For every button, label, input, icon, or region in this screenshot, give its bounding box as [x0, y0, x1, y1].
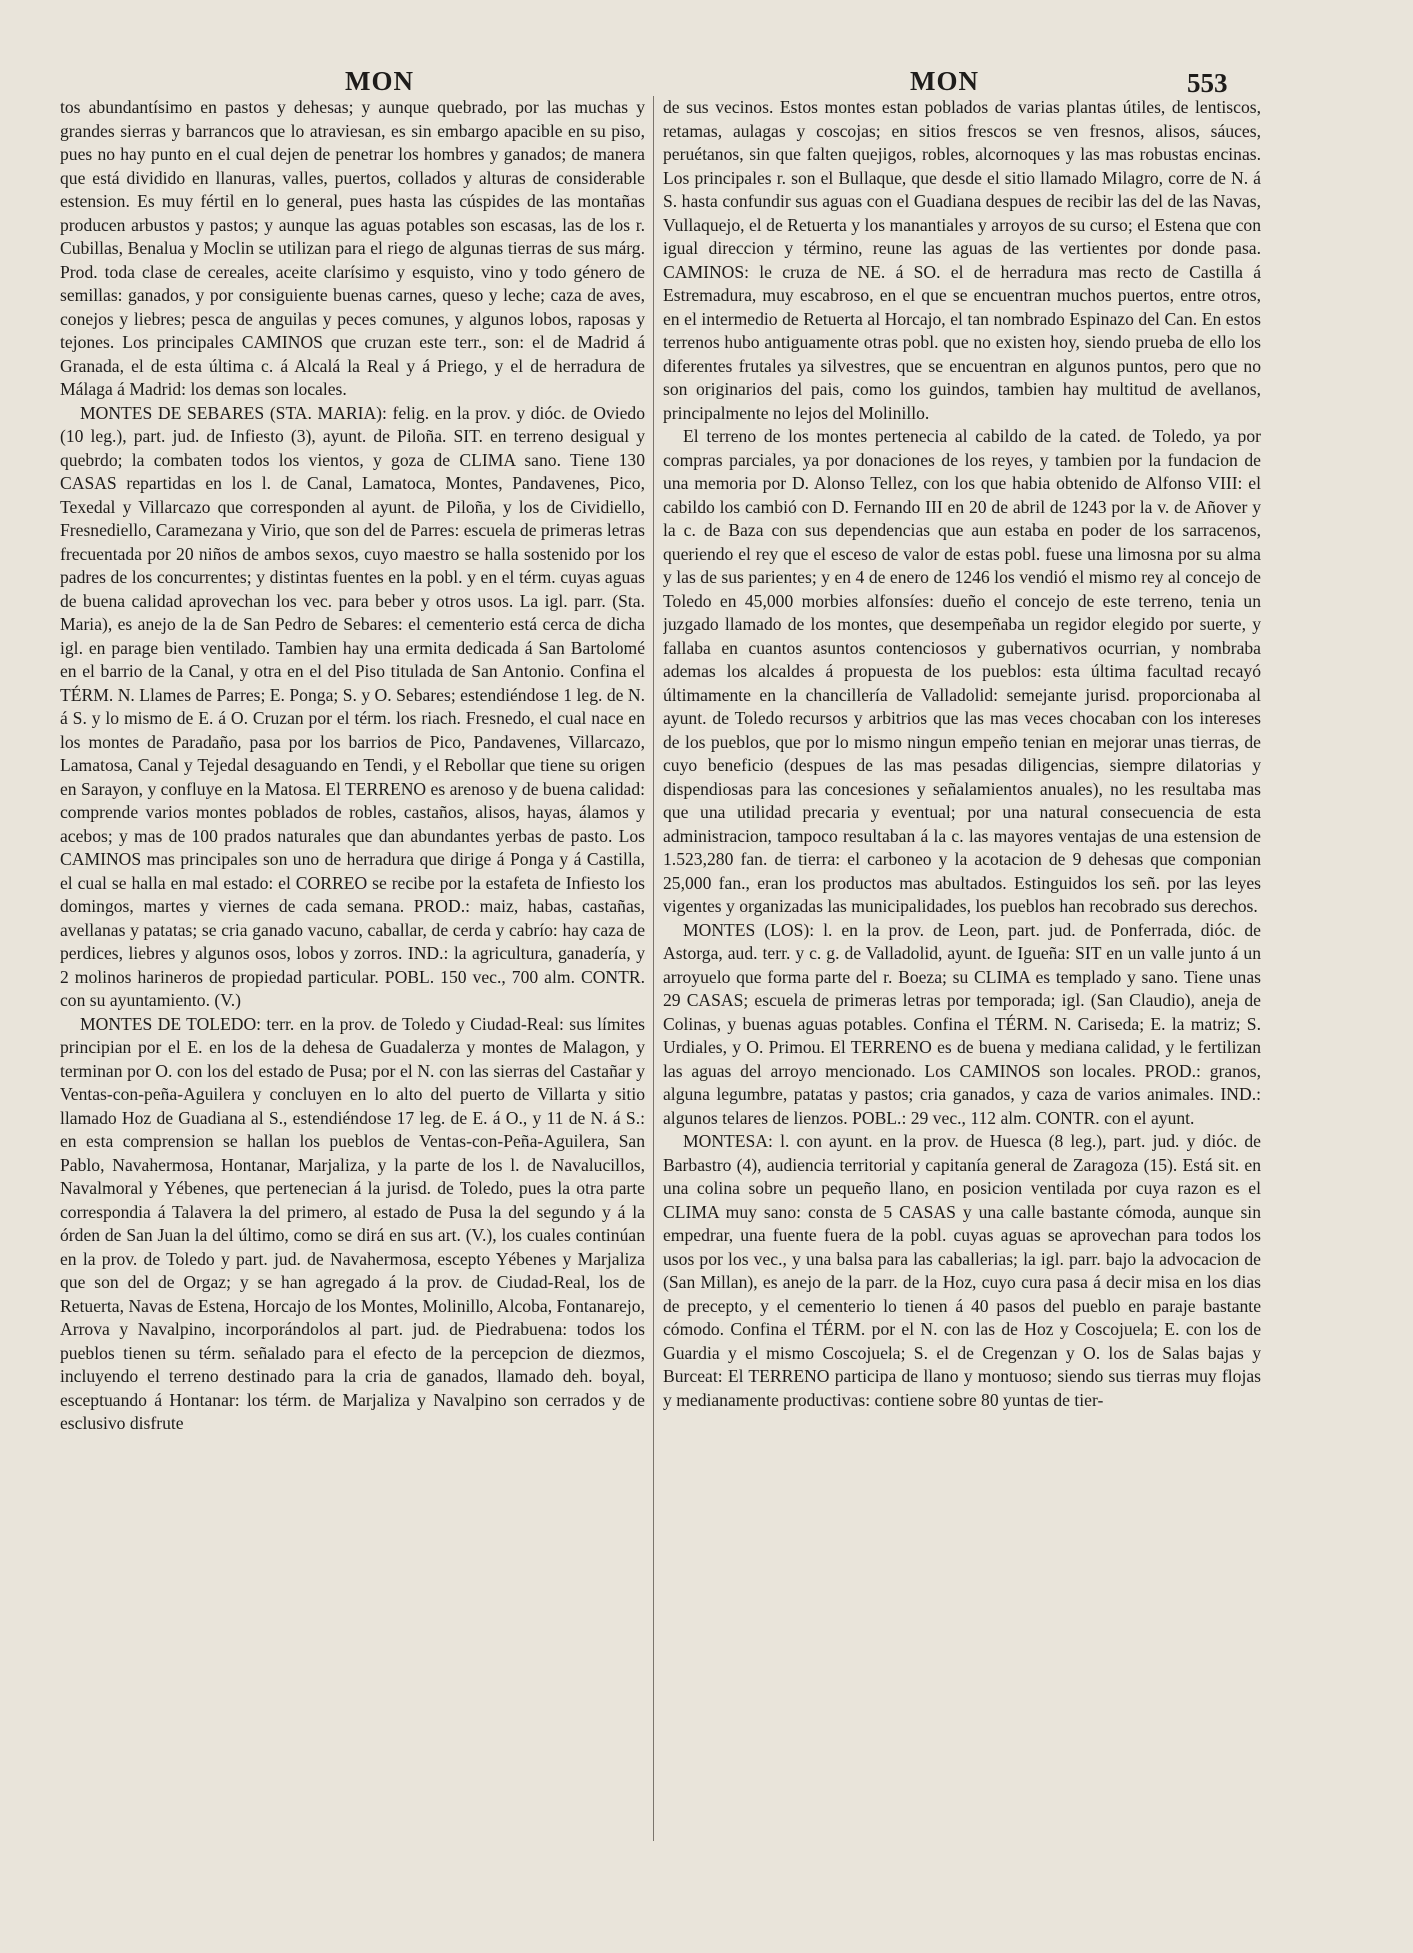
left-column	[60, 96, 645, 1936]
paragraph-continuation: tos abundantísimo en pastos y dehesas; y aunque quebrado, por las muchas y grandes sierras y barrancos que lo atraviesan, es sin embargo apacible en su piso, pues no hay punto en el cual dejen de penetrar los hombres y ganados; de manera que está dividido en llanuras, valles, puertos, collados y alturas de considerable estension. Es muy fértil en lo general, pues hasta las cúspides de las montañas producen arbustos y pastos; y aunque las aguas potables son escasas, las de los r. Cubillas, Benalua y Moclin se utilizan para el riego de algunas tierras de sus márg. Prod. toda clase de cereales, aceite clarísimo y esquisto, vino y todo género de semillas: ganados, y por consiguiente buenas carnes, queso y leche; caza de aves, conejos y liebres; pesca de anguilas y peces comunes, y algunos lobos, raposas y tejones. Los principales CAMINOS que cruzan este terr., son: el de Madrid á Granada, el de esta última c. á Alcalá la Real y á Priego, y el de herradura de Málaga á Madrid: los demas son locales.	[60, 97, 645, 399]
page-number: 553	[1187, 68, 1228, 98]
paragraph-continuation-toledo: de sus vecinos. Estos montes estan poblados de varias plantas útiles, de lentiscos, retamas, aulagas y coscojas; en sitios frescos se ven fresnos, alisos, sáuces, peruétanos, sin que falten quejigos, robles, alcornoques y las mas robustas encinas. Los principales r. son el Bullaque, que desde el sitio llamado Milagro, corre de N. á S. hasta confundir sus aguas con el Guadiana despues de recibir las del de las Navas, Vullaquejo, el de Retuerta y los manantiales y arroyos de su curso; el Estena que con igual direccion y término, reune las aguas de las vertientes por donde pasa. CAMINOS: le cruza de NE. á SO. el de herradura mas recto de Castilla á Estremadura, muy escabroso, en el que se encuentran muchos puertos, entre otros, en el intermedio de Retuerta al Horcajo, el tan nombrado Espinazo del Can. En estos terrenos hubo antiguamente otras pobl. que no existen hoy, siendo prueba de ello los diferentes frutales ya silvestres, que se encuentran en algunos puntos, pero que no son originarios del pais, como los guindos, tambien hay multitud de avellanos, principalmente no lejos del Molinillo.	[663, 97, 1261, 423]
running-header-left: MON	[345, 66, 414, 96]
entry-montes-de-toledo: MONTES DE TOLEDO: terr. en la prov. de Toledo y Ciudad-Real: sus límites principian por el E. en los de la dehesa de Guadalerza y montes de Malagon, y terminan por O. con los del estado de Pusa; por el N. con las sierras del Castañar y Ventas-con-peña-Aguilera y concluyen en lo alto del puerto de Villarta y sitio llamado Hoz de Guadiana al S., estendiéndose 17 leg. de E. á O., y 11 de N. á S.: en esta comprension se hallan los pueblos de Ventas-con-Peña-Aguilera, San Pablo, Navahermosa, Hontanar, Marjaliza, y la parte de los l. de Navalucillos, Navalmoral y Yébenes, que pertenecian á la jurisd. de Toledo, pues la otra parte correspondia á Talavera la del primero, al estado de Pusa la del segundo y á la órden de San Juan la del último, como se dirá en sus art. (V.), los cuales continúan en la prov. de Toledo y part. jud. de Navahermosa, escepto Yébenes y Marjaliza que son del de Orgaz; y se han agregado á la prov. de Ciudad-Real, los de Retuerta, Navas de Estena, Horcajo de los Montes, Molinillo, Alcoba, Fontanarejo, Arrova y Navalpino, incorporándolos al part. jud. de Piedrabuena: todos los pueblos tienen su térm. señalado para el efecto de la percepcion de diezmos, incluyendo el terreno destinado para la cria de ganados, llamado deh. boyal, esceptuando á Hontanar: los térm. de Marjaliza y Navalpino son cerrados y de esclusivo disfrute	[60, 1013, 645, 1433]
entry-montes-los: MONTES (LOS): l. en la prov. de Leon, part. jud. de Ponferrada, dióc. de Astorga, aud. terr. y c. g. de Valladolid, ayunt. de Igueña: SIT en un valle junto á un arroyuelo que forma parte del r. Boeza; su CLIMA es templado y sano. Tiene unas 29 CASAS; escuela de primeras letras por temporada; igl. (San Claudio), aneja de Colinas, y buenas aguas potables. Confina el TÉRM. N. Cariseda; E. la matriz; S. Urdiales, y O. Primou. El TERRENO es de buena y mediana calidad, y le fertilizan las aguas del arroyo mencionado. Los CAMINOS son locales. PROD.: granos, alguna legumbre, patatas y pastos; cria ganados, y caza de varios animales. IND.: algunos telares de lienzos. POBL.: 29 vec., 112 alm. CONTR. con el ayunt.	[663, 919, 1261, 1128]
paragraph-toledo-history: El terreno de los montes pertenecia al cabildo de la cated. de Toledo, ya por compras parciales, ya por donaciones de los reyes, y tambien por la fundacion de una memoria por D. Alonso Tellez, con los que habia obtenido de Alfonso VIII: el cabildo los cambió con D. Fernando III en 20 de abril de 1243 por la v. de Añover y la c. de Baza con sus dependencias que aun estaba en poder de los sarracenos, queriendo el rey que el esceso de valor de estas pobl. fuese una limosna por su alma y las de sus parientes; y en 4 de enero de 1246 los vendió el mismo rey al concejo de Toledo en 45,000 morbies alfonsíes: dueño el concejo de este terreno, tenia un juzgado llamado de los montes, que desempeñaba un regidor elegido por suerte, y fallaba en cuantos asuntos contenciosos y gubernativos ocurrian, y nombraba ademas los alcaldes á propuesta de los pueblos: esta última facultad recayó últimamente en la chancillería de Valladolid: semejante jurisd. proporcionaba al ayunt. de Toledo recursos y arbitrios que las mas veces chocaban con los intereses de los pueblos, que por lo mismo ningun empeño tenian en mejorar unas tierras, de cuyo beneficio (despues de las mas pesadas diligencias, siempre dilatorias y dispendiosas para las concesiones y señalamientos anuales), no les resultaba mas que una utilidad precaria y eventual; por una natural consecuencia de esta administracion, tampoco resultaban á la c. las mayores ventajas de una estension de 1.523,280 fan. de tierra: el carboneo y la acotacion de 9 dehesas que componian 25,000 fan., eran los productos mas abultados. Estinguidos los señ. por las leyes vigentes y organizadas las municipalidades, los pueblos han recobrado sus derechos.	[663, 426, 1261, 916]
entry-montesa: MONTESA: l. con ayunt. en la prov. de Huesca (8 leg.), part. jud. y dióc. de Barbastro (4), audiencia territorial y capitanía general de Zaragoza (15). Está sit. en una colina sobre un pequeño llano, en posicion ventilada por cuya razon es el CLIMA muy sano: consta de 5 CASAS y una calle bastante cómoda, aunque sin empedrar, una fuente fuera de la pobl. cuyas aguas se aprovechan para todos los usos por los vec., y una balsa para las caballerias; la igl. parr. bajo la advocacion de (San Millan), es anejo de la parr. de la Hoz, cuyo cura pasa á decir misa en los dias de precepto, y el cementerio lo tienen á 40 pasos del pueblo en paraje bastante cómodo. Confina el TÉRM. por el N. con las de Hoz y Coscojuela; E. con los de Guardia y el mismo Coscojuela; S. el de Cregenzan y O. los de Salas bajas y Burceat: El TERRENO participa de llano y montuoso; siendo sus tierras muy flojas y medianamente productivas: contiene sobre 80 yuntas de tier-	[663, 1131, 1261, 1410]
right-column	[663, 96, 1261, 1936]
running-header-right: MON	[910, 66, 979, 96]
entry-montes-de-sebares: MONTES DE SEBARES (STA. MARIA): felig. en la prov. y dióc. de Oviedo (10 leg.), part. jud. de Infiesto (3), ayunt. de Piloña. SIT. en terreno desigual y quebrdo; la combaten todos los vientos, y goza de CLIMA sano. Tiene 130 CASAS repartidas en los l. de Canal, Lamatoca, Montes, Pandavenes, Pico, Texedal y Villarcazo que corresponden al ayunt. de Piloña, y los de Cividiello, Fresnediello, Caramezana y Virio, que son del de Parres: escuela de primeras letras frecuentada por 20 niños de ambos sexos, cuyo maestro se halla sostenido por los padres de los concurrentes; y distintas fuentes en la pobl. y en el térm. cuyas aguas de buena calidad aprovechan los vec. para beber y otros usos. La igl. parr. (Sta. Maria), es anejo de la de San Pedro de Sebares: el cementerio está cerca de dicha igl. en parage bien ventilado. Tambien hay una ermita dedicada á San Bartolomé en el barrio de la Canal, y otra en el del Piso titulada de San Antonio. Confina el TÉRM. N. Llames de Parres; E. Ponga; S. y O. Sebares; estendiéndose 1 leg. de N. á S. y lo mismo de E. á O. Cruzan por el térm. los riach. Fresnedo, el cual nace en los montes de Paradaño, pasa por los barrios de Pico, Pandavenes, Villarcazo, Lamatosa, Canal y Tejedal desaguando en Tendi, y el Rebollar que tiene su origen en Sarayon, y confluye en la Matosa. El TERRENO es arenoso y de buena calidad: comprende varios montes poblados de robles, castaños, alisos, hayas, álamos y acebos; y mas de 100 prados naturales que dan abundantes yerbas de pasto. Los CAMINOS mas principales son uno de herradura que dirige á Ponga y á Castilla, el cual se halla en mal estado: el CORREO se recibe por la estafeta de Infiesto los domingos, martes y viernes de cada semana. PROD.: maiz, habas, castañas, avellanas y patatas; se cria ganado vacuno, caballar, de cerda y cabrío: hay caza de perdices, liebres y algunos osos, lobos y zorros. IND.: la agricultura, ganadería, y 2 molinos harineros de propiedad particular. POBL. 150 vec., 700 alm. CONTR. con su ayuntamiento. (V.)	[60, 402, 645, 1010]
column-divider	[653, 96, 654, 1841]
